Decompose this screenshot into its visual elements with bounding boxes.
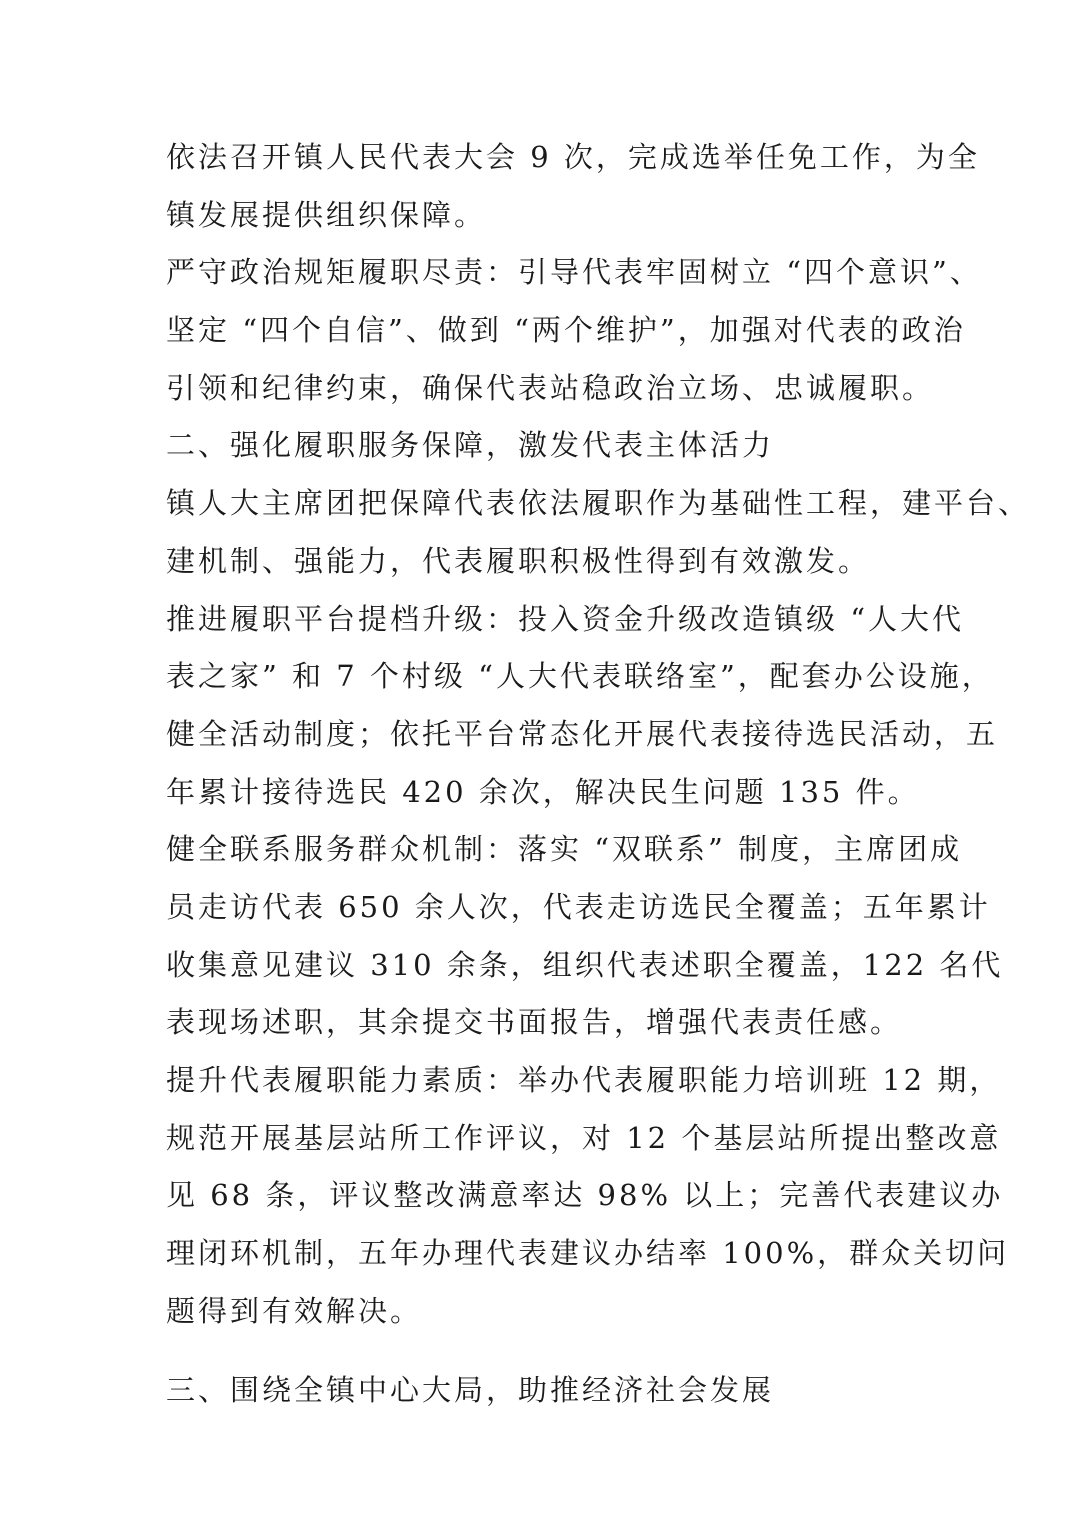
section-heading: 三、围绕全镇中心大局，助推经济社会发展 (166, 1373, 775, 1408)
paragraph-line: 健全联系服务群众机制：落实 “双联系” 制度，主席团成 (166, 832, 963, 867)
paragraph-line: 表之家” 和 7 个村级 “人大代表联络室”，配套办公设施， (166, 659, 994, 694)
paragraph-line: 引领和纪律约束，确保代表站稳政治立场、忠诚履职。 (166, 370, 935, 405)
paragraph-line: 年累计接待选民 420 余次，解决民生问题 135 件。 (166, 774, 920, 809)
document-body (166, 129, 1031, 1420)
paragraph-line: 员走访代表 650 余人次，代表走访选民全覆盖；五年累计 (166, 889, 991, 924)
paragraph-line: 推进履职平台提档升级：投入资金升级改造镇级 “人大代 (166, 601, 965, 636)
paragraph-line: 提升代表履职能力素质：举办代表履职能力培训班 12 期， (166, 1063, 1002, 1097)
paragraph-line: 健全活动制度；依托平台常态化开展代表接待选民活动，五 (166, 716, 999, 751)
section-heading: 二、强化履职服务保障，激发代表主体活力 (166, 428, 775, 463)
paragraph-line: 表现场述职，其余提交书面报告，增强代表责任感。 (166, 1005, 903, 1040)
paragraph-line: 收集意见建议 310 余条，组织代表述职全覆盖，122 名代 (166, 947, 1004, 982)
paragraph-line: 规范开展基层站所工作评议，对 12 个基层站所提出整改意 (166, 1120, 1002, 1155)
paragraph-line: 镇人大主席团把保障代表依法履职作为基础性工程，建平台、 (166, 486, 1031, 521)
section-gap (166, 1340, 926, 1362)
paragraph-line: 建机制、强能力，代表履职积极性得到有效激发。 (166, 543, 871, 578)
paragraph-line: 镇发展提供组织保障。 (166, 197, 487, 232)
paragraph-line: 坚定 “四个自信”、做到 “两个维护”，加强对代表的政治 (166, 313, 966, 348)
paragraph-line: 见 68 条，评议整改满意率达 98% 以上；完善代表建议办 (166, 1178, 1004, 1213)
paragraph-line: 严守政治规矩履职尽责：引导代表牢固树立 “四个意识”、 (166, 255, 982, 290)
paragraph-line: 题得到有效解决。 (166, 1293, 423, 1328)
paragraph-line: 理闭环机制，五年办理代表建议办结率 100%，群众关切问 (166, 1236, 1010, 1271)
paragraph-line: 依法召开镇人民代表大会 9 次，完成选举任免工作，为全 (166, 140, 980, 174)
